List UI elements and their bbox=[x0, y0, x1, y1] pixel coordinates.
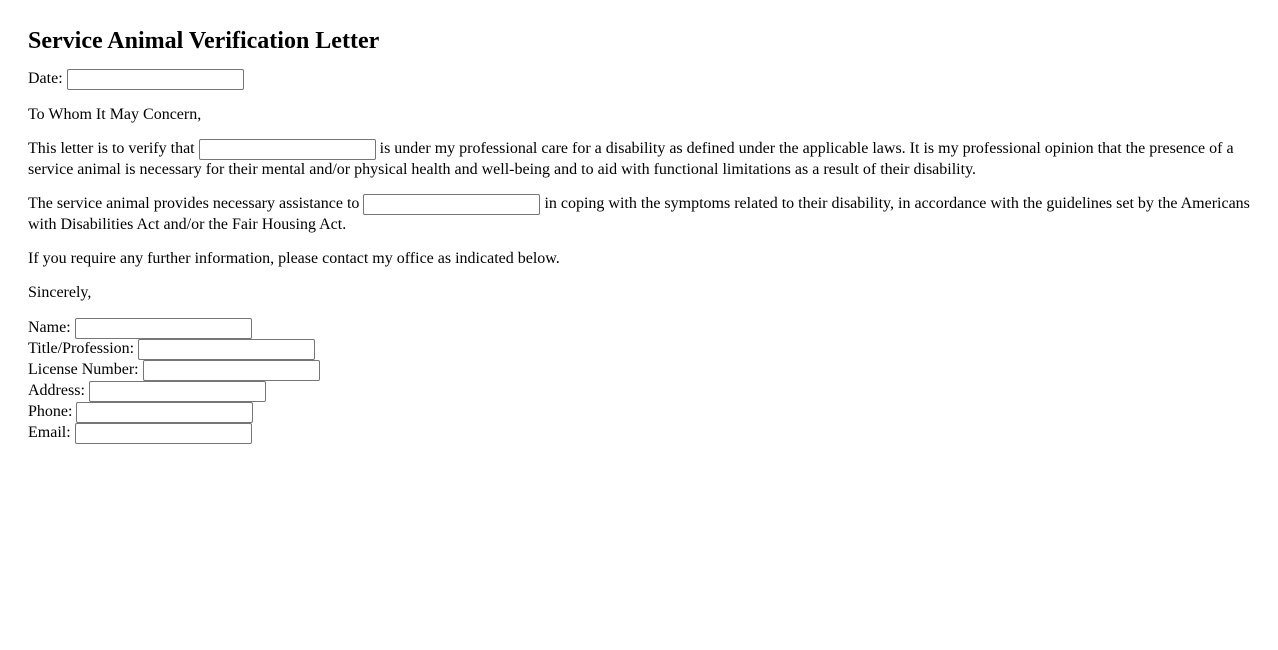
signature-license-row bbox=[28, 359, 1250, 380]
verification-text-end: is under my professional care for a disability as defined under the applicable laws. It is my professional opinion that the presence of a service animal is necessary for their mental and/or physical health and well-being and to aid with functional limitations as a result of their disability. bbox=[28, 140, 1234, 178]
license-label: License Number: bbox=[28, 361, 139, 378]
salutation: To Whom It May Concern, bbox=[28, 106, 202, 123]
title-input[interactable] bbox=[138, 339, 315, 360]
phone-label: Phone: bbox=[28, 403, 73, 420]
name-label: Name: bbox=[28, 319, 71, 336]
date-input[interactable] bbox=[67, 69, 244, 90]
signature-email-row bbox=[28, 422, 1250, 443]
verification-paragraph bbox=[28, 139, 1250, 180]
page-title: Service Animal Verification Letter bbox=[28, 28, 380, 54]
assistance-text-end: in coping with the symptoms related to their disability, in accordance with the guidelines set by the Americans with Disabilities Act and/or the Fair Housing Act. bbox=[28, 195, 1250, 233]
date-row bbox=[28, 69, 1250, 90]
signature-title-row bbox=[28, 338, 1250, 359]
date-label: Date: bbox=[28, 70, 63, 88]
assistance-text-start: The service animal provides necessary assistance to bbox=[28, 195, 360, 213]
closing: Sincerely, bbox=[28, 284, 92, 301]
email-input[interactable] bbox=[75, 423, 252, 444]
signature-phone-row bbox=[28, 401, 1250, 422]
address-input[interactable] bbox=[89, 381, 266, 402]
phone-input[interactable] bbox=[76, 402, 253, 423]
assisted-person-input[interactable] bbox=[363, 194, 540, 215]
title-label: Title/Profession: bbox=[28, 340, 135, 357]
signature-address-row bbox=[28, 380, 1250, 401]
patient-name-input[interactable] bbox=[199, 139, 376, 160]
assistance-paragraph bbox=[28, 194, 1250, 235]
verification-text-start: This letter is to verify that bbox=[28, 140, 195, 158]
signature-name-row bbox=[28, 317, 1250, 338]
email-label: Email: bbox=[28, 424, 71, 441]
address-label: Address: bbox=[28, 382, 85, 399]
signature-block bbox=[28, 317, 1250, 443]
contact-paragraph: If you require any further information, please contact my office as indicated below. bbox=[28, 250, 560, 267]
license-input[interactable] bbox=[143, 360, 320, 381]
name-input[interactable] bbox=[75, 318, 252, 339]
